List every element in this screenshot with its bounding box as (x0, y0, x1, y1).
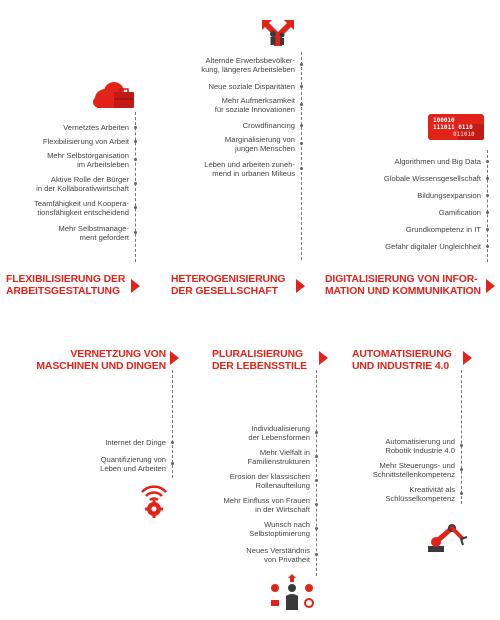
timeline-item-text: Leben und arbeiten zuneh- (204, 160, 295, 169)
timeline-item-text: Robotik Industrie 4.0 (385, 446, 455, 456)
person-lifestyle-icons (266, 574, 318, 619)
timeline-dot (134, 126, 137, 129)
timeline-item-text: Mehr Vielfalt in (259, 448, 310, 457)
timeline-item (248, 448, 310, 466)
timeline-item-text: für soziale Innovationen (214, 105, 295, 115)
timeline-dot (171, 441, 174, 444)
section-title: FLEXIBILISIERUNG DER ARBEITSGESTALTUNG (6, 274, 126, 297)
timeline-item-text: Internet der Dinge (105, 438, 166, 447)
timeline-item-text: Mehr Steuerungs- und (379, 461, 455, 470)
wireless-gear-icon (136, 482, 172, 523)
timeline-dot (315, 479, 318, 482)
timeline-item-text: Automatisierung und (385, 437, 455, 446)
timeline-item (385, 485, 455, 503)
timeline-item-text: Flexibilisierung von Arbeit (42, 137, 129, 146)
timeline-item-text: Marginalisierung von (224, 135, 295, 144)
timeline-dot (486, 228, 489, 231)
timeline-item (439, 208, 481, 217)
timeline-item-text: Crowdfinancing (242, 121, 295, 130)
cloud-briefcase-icon (92, 78, 136, 119)
timeline-dot (315, 553, 318, 556)
timeline-line (135, 112, 136, 262)
timeline-dot (315, 527, 318, 530)
section-title: PLURALISIERUNG DER LEBENSSTILE (212, 349, 307, 372)
arrow-right-icon (296, 279, 305, 293)
timeline-item-text: Erosion der klassischen (229, 472, 310, 481)
timeline-item-text: kung, längeres Arbeitsleben (201, 65, 295, 75)
timeline-item-text: Mehr Aufmerksamkeit (221, 96, 295, 105)
timeline-item (246, 546, 310, 564)
arrow-right-icon (131, 279, 140, 293)
timeline-item (406, 225, 481, 234)
timeline-item-text: Quantifizierung von (100, 455, 166, 464)
timeline-item (63, 123, 129, 132)
robot-arm-icon (424, 520, 470, 559)
timeline-dot (300, 85, 303, 88)
timeline-item-text: der Lebensformen (248, 433, 310, 443)
timeline-item (223, 496, 310, 514)
timeline-dot (486, 177, 489, 180)
timeline-item-text: Mehr Einfluss von Frauen (223, 496, 310, 505)
timeline-item (230, 472, 310, 490)
timeline-item-text: im Arbeitsleben (77, 160, 129, 170)
timeline-item (201, 56, 295, 74)
timeline-item (36, 175, 129, 193)
arrow-right-icon (170, 351, 179, 365)
timeline-item-text: Aktive Rolle der Bürger (50, 175, 129, 184)
timeline-item-text: von Privatheit (263, 555, 310, 565)
timeline-dot (171, 462, 174, 465)
timeline-item-text: Leben und Arbeiten (100, 464, 166, 474)
timeline-dot (134, 140, 137, 143)
timeline-item-text: tionsfähigkeit entscheidend (37, 208, 129, 218)
timeline-dot (315, 503, 318, 506)
timeline-item (248, 424, 310, 442)
timeline-item-text: Schlüsselkompetenz (385, 494, 455, 504)
timeline-item (384, 174, 481, 183)
timeline-dot (300, 63, 303, 66)
timeline-dot (486, 160, 489, 163)
timeline-item-text: in der Wirtschaft (255, 505, 310, 515)
section-title: VERNETZUNG VON MASCHINEN UND DINGEN (36, 349, 166, 372)
timeline-item (105, 438, 166, 447)
timeline-item (385, 242, 481, 251)
timeline-dot (300, 124, 303, 127)
timeline-item-text: Gamification (438, 208, 481, 217)
section-title: AUTOMATISIERUNG UND INDUSTRIE 4.0 (352, 349, 452, 372)
timeline-item-text: mend in urbanen Milieus (212, 169, 295, 179)
timeline-item-text: Selbstoptimierung (249, 529, 310, 539)
timeline-dot (134, 182, 137, 185)
timeline-item-text: Rollenaufteilung (255, 481, 310, 491)
timeline-dot (315, 431, 318, 434)
timeline-item-text: Neues Verständnis (246, 546, 310, 555)
timeline-item-text: jungen Menschen (235, 144, 295, 154)
timeline-item-text: Familienstrukturen (247, 457, 310, 467)
timeline-item (34, 199, 129, 217)
timeline-item (394, 157, 481, 166)
timeline-dot (134, 206, 137, 209)
timeline-item-text: Vernetztes Arbeiten (63, 123, 129, 132)
timeline-item-text: Grundkompetenz in IT (405, 225, 481, 234)
timeline-dot (315, 455, 318, 458)
timeline-item (225, 135, 295, 153)
timeline-dot (460, 444, 463, 447)
timeline-dot (134, 231, 137, 234)
timeline-line (461, 370, 462, 504)
timeline-dot (460, 492, 463, 495)
timeline-item (373, 461, 455, 479)
timeline-item (249, 520, 310, 538)
timeline-item-text: Gefahr digitaler Ungleichheit (385, 242, 481, 251)
timeline-item-text: in der Kollaborativwirtschaft (36, 184, 129, 194)
timeline-item (215, 96, 295, 114)
diverging-arrows-people-icon (258, 16, 298, 53)
timeline-item-text: Globale Wissensgesellschaft (383, 174, 481, 183)
timeline-line (301, 52, 302, 260)
timeline-item-text: Alternde Erwerbsbevölker- (205, 56, 295, 65)
timeline-item (43, 137, 129, 146)
timeline-dot (486, 194, 489, 197)
timeline-item-text: Mehr Selbstmanage- (58, 224, 129, 233)
section-title: HETEROGENISIERUNG DER GESELLSCHAFT (171, 274, 286, 297)
timeline-dot (134, 158, 137, 161)
timeline-item (385, 437, 455, 455)
timeline-dot (300, 167, 303, 170)
arrow-right-icon (319, 351, 328, 365)
timeline-item (243, 121, 295, 130)
timeline-item (204, 160, 295, 178)
timeline-item-text: Algorithmen und Big Data (394, 157, 481, 166)
timeline-item-text: Wunsch nach (264, 520, 310, 529)
timeline-dot (486, 245, 489, 248)
timeline-item (47, 151, 129, 169)
timeline-item-text: Mehr Selbstorganisation (47, 151, 129, 160)
timeline-dot (300, 142, 303, 145)
section-title: DIGITALISIERUNG VON INFOR- MATION UND KOMMUNIKATION (325, 274, 481, 297)
timeline-item-text: Neue soziale Disparitäten (208, 82, 295, 91)
binary-text: 100010 111011 0110 011010 (433, 117, 475, 138)
timeline-dot (300, 103, 303, 106)
arrow-right-icon (463, 351, 472, 365)
timeline-item (208, 82, 295, 91)
timeline-dot (486, 211, 489, 214)
timeline-item-text: Kreativität als (409, 485, 455, 494)
arrow-right-icon (486, 279, 495, 293)
timeline-item (59, 224, 130, 242)
timeline-item-text: ment gefordert (79, 233, 129, 243)
timeline-item (100, 455, 166, 473)
timeline-dot (460, 468, 463, 471)
timeline-line (316, 370, 317, 576)
timeline-item-text: Schnittstellenkompetenz (372, 470, 455, 480)
timeline-item (417, 191, 481, 200)
timeline-item-text: Bildungsexpansion (417, 191, 481, 200)
timeline-item-text: Teamfähigkeit und Koopera- (34, 199, 129, 208)
timeline-item-text: Individualisierung (251, 424, 310, 433)
